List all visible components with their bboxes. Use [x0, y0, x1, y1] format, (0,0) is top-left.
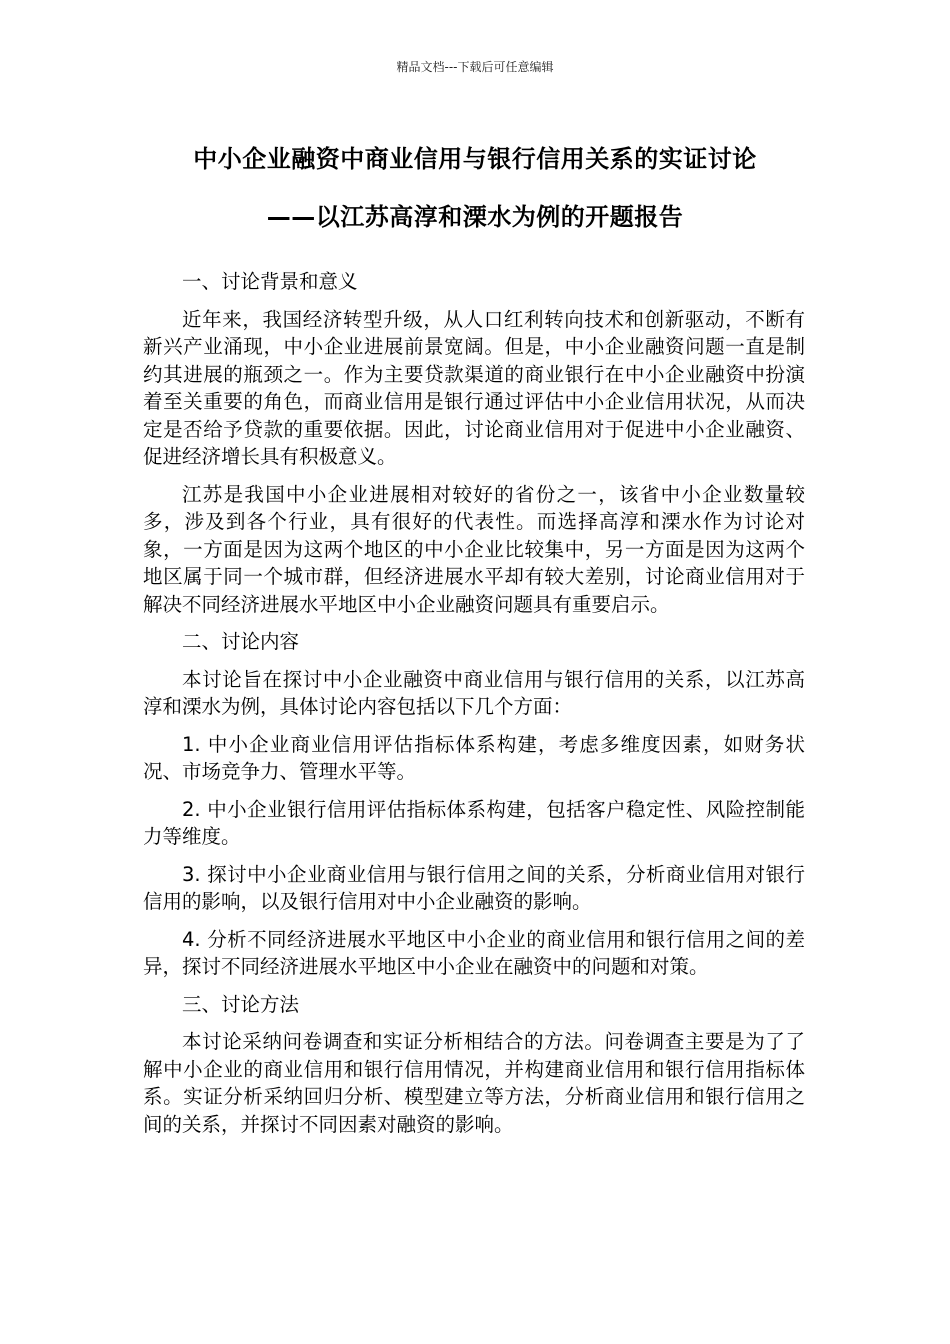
paragraph-background-1: 近年来，我国经济转型升级，从人口红利转向技术和创新驱动，不断有新兴产业涌现，中小企业进展前景宽阔。但是，中小企业融资问题一直是制约其进展的瓶颈之一。作为主要贷款渠道的商业银行在中小企业融资中扮演着至关重要的角色，而商业信用是银行通过评估中小企业信用状况，从而决定是否给予贷款的重要依据。因此，讨论商业信用对于促进中小企业融资、促进经济增长具有积极意义。	[143, 307, 805, 468]
list-item-3: 3. 探讨中小企业商业信用与银行信用之间的关系，分析商业信用对银行信用的影响，以及银行信用对中小企业融资的影响。	[143, 862, 805, 913]
list-item-2: 2. 中小企业银行信用评估指标体系构建，包括客户稳定性、风险控制能力等维度。	[143, 797, 805, 848]
paragraph-background-2: 江苏是我国中小企业进展相对较好的省份之一，该省中小企业数量较多，涉及到各个行业，具有很好的代表性。而选择高淳和溧水作为讨论对象，一方面是因为这两个地区的中小企业比较集中，另一方面是因为这两个地区属于同一个城市群，但经济进展水平却有较大差别，讨论商业信用对于解决不同经济进展水平地区中小企业融资问题具有重要启示。	[143, 482, 805, 616]
section-heading-method: 三、讨论方法	[182, 992, 300, 1016]
list-item-1: 1. 中小企业商业信用评估指标体系构建，考虑多维度因素，如财务状况、市场竞争力、管理水平等。	[143, 732, 805, 783]
list-item-4: 4. 分析不同经济进展水平地区中小企业的商业信用和银行信用之间的差异，探讨不同经济进展水平地区中小企业在融资中的问题和对策。	[143, 927, 805, 978]
document-title-line2: ——以江苏高淳和溧水为例的开题报告	[266, 203, 684, 231]
paragraph-content-intro: 本讨论旨在探讨中小企业融资中商业信用与银行信用的关系，以江苏高淳和溧水为例，具体讨论内容包括以下几个方面：	[143, 667, 805, 718]
paragraph-method-1: 本讨论采纳问卷调查和实证分析相结合的方法。问卷调查主要是为了了解中小企业的商业信用和银行信用情况，并构建商业信用和银行信用指标体系。实证分析采纳回归分析、模型建立等方法，分析商业信用和银行信用之间的关系，并探讨不同因素对融资的影响。	[143, 1030, 805, 1136]
document-body	[143, 268, 805, 1148]
document-title-line1: 中小企业融资中商业信用与银行信用关系的实证讨论	[193, 145, 757, 173]
section-heading-content: 二、讨论内容	[182, 630, 300, 653]
section-heading-background: 一、讨论背景和意义	[182, 270, 358, 293]
header-note: 精品文档---下载后可任意编辑	[396, 60, 554, 74]
